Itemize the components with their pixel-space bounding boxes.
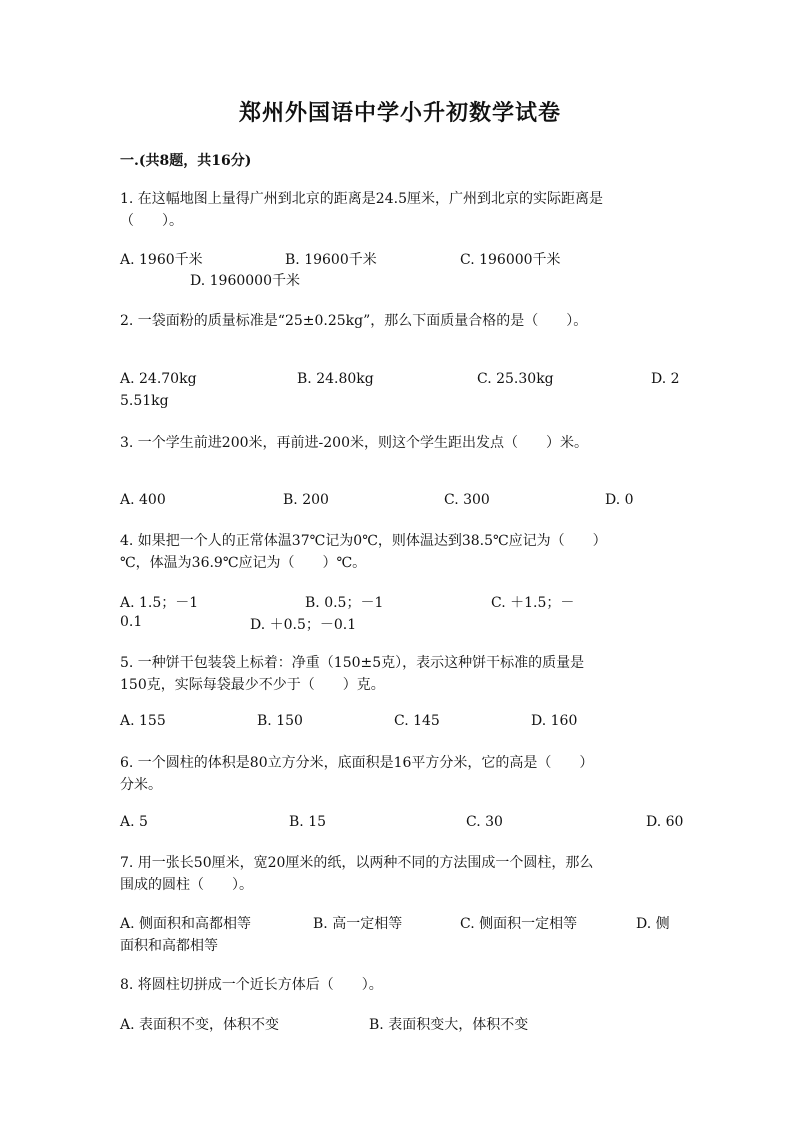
question-5-option-d: D. 160 [531, 713, 578, 729]
question-3-option-d: D. 0 [605, 492, 634, 508]
question-6-option-d: D. 60 [646, 814, 684, 830]
question-2-option-a: A. 24.70kg [120, 371, 197, 387]
question-5-option-c: C. 145 [394, 713, 440, 729]
question-4-line-1: 4. 如果把一个人的正常体温37℃记为0℃，则体温达到38.5℃应记为（ ） [120, 533, 607, 549]
question-8-line-1: 8. 将圆柱切拼成一个近长方体后（ ）。 [120, 977, 383, 993]
question-5-line-2: 150克，实际每袋最少不少于（ ）克。 [120, 677, 385, 693]
question-4-option-b: B. 0.5；－1 [305, 595, 384, 611]
question-7-option-b: B. 高一定相等 [313, 916, 403, 932]
question-2-option-b: B. 24.80kg [297, 371, 374, 387]
section-heading: 一.(共8题，共16分) [120, 153, 252, 169]
question-7-option-a: A. 侧面积和高都相等 [120, 916, 252, 932]
question-7-option-c: C. 侧面积一定相等 [460, 916, 578, 932]
question-3-option-b: B. 200 [283, 492, 329, 508]
question-4-line-2: ℃，体温为36.9℃应记为（ ）℃。 [120, 555, 367, 571]
question-8-option-a: A. 表面积不变，体积不变 [120, 1017, 280, 1033]
question-4-option-d: D. ＋0.5；－0.1 [250, 617, 357, 633]
question-7-option-d: D. 侧 [636, 916, 670, 932]
question-6-option-a: A. 5 [120, 814, 148, 830]
question-1-option-d: D. 1960000千米 [190, 273, 300, 289]
question-3-option-a: A. 400 [120, 492, 166, 508]
question-5-line-1: 5. 一种饼干包装袋上标着：净重（150±5克），表示这种饼干标准的质量是 [120, 655, 585, 671]
question-4-option-c-cont: 0.1 [120, 614, 143, 630]
question-4-option-a: A. 1.5；－1 [120, 595, 199, 611]
question-6-option-b: B. 15 [289, 814, 327, 830]
question-2-option-d: D. 2 [651, 371, 680, 387]
question-6-line-2: 分米。 [120, 777, 162, 793]
question-5-option-b: B. 150 [257, 713, 303, 729]
question-7-line-2: 围成的圆柱（ ）。 [120, 877, 253, 893]
question-1-option-c: C. 196000千米 [460, 252, 561, 268]
question-6-line-1: 6. 一个圆柱的体积是80立方分米，底面积是16平方分米，它的高是（ ） [120, 755, 594, 771]
question-3-option-c: C. 300 [444, 492, 490, 508]
question-3-line-1: 3. 一个学生前进200米，再前进-200米，则这个学生距出发点（ ）米。 [120, 435, 588, 451]
question-2-line-1: 2. 一袋面粉的质量标准是“25±0.25kg”，那么下面质量合格的是（ ）。 [120, 313, 588, 329]
question-1-option-b: B. 19600千米 [285, 252, 377, 268]
question-6-option-c: C. 30 [466, 814, 503, 830]
question-7-option-d-cont: 面积和高都相等 [120, 938, 218, 954]
question-5-option-a: A. 155 [120, 713, 166, 729]
question-4-option-c: C. ＋1.5；－ [491, 595, 575, 611]
question-1-line-1: 1. 在这幅地图上量得广州到北京的距离是24.5厘米，广州到北京的实际距离是 [120, 191, 603, 207]
question-2-option-c: C. 25.30kg [477, 371, 554, 387]
exam-title: 郑州外国语中学小升初数学试卷 [238, 100, 561, 126]
question-8-option-b: B. 表面积变大，体积不变 [369, 1017, 529, 1033]
question-1-line-2: （ ）。 [120, 213, 183, 229]
question-2-option-d-cont: 5.51kg [120, 393, 169, 409]
question-1-option-a: A. 1960千米 [120, 252, 203, 268]
question-7-line-1: 7. 用一张长50厘米，宽20厘米的纸，以两种不同的方法围成一个圆柱，那么 [120, 855, 594, 871]
